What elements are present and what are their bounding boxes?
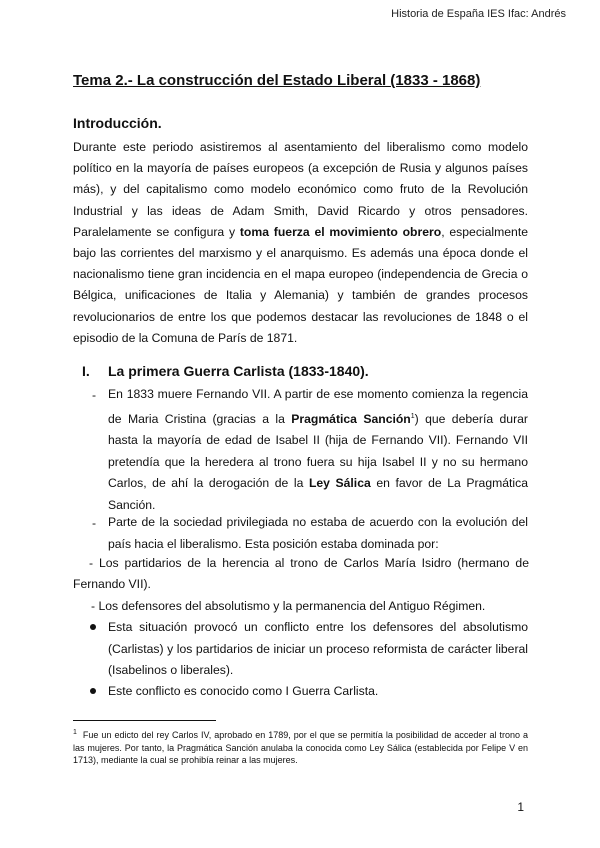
intro-heading: Introducción. <box>73 115 162 131</box>
intro-bold-phrase: toma fuerza el movimiento obrero <box>239 224 442 239</box>
sub-line-absolutismo: - Los defensores del absolutismo y la permanencia del Antiguo Régimen. <box>91 599 486 613</box>
item1-bold-ley-salica: Ley Sálica <box>308 476 371 491</box>
intro-text-2: , especialmente bajo las corrientes del marxismo y el anarquismo. Es además una época donde el nacionalismo tiene gran incidencia en el mapa europeo (independencia de Grecia o Bélgica, unificaciones de Italia y Alemania) y también de grandes procesos revolucionarios de entre los que podemos destacar las revoluciones de 1848 o el episodio de la Comuna de París de 1871. <box>73 224 528 345</box>
sub-line-carlistas-cont: Fernando VII). <box>73 577 151 591</box>
dash-marker-2: - <box>92 516 97 530</box>
section-heading <box>82 363 369 379</box>
bullet-item-2: Este conflicto es conocido como I Guerra Carlista. <box>108 684 379 698</box>
item1-text-b: ) que debería durar hasta la mayoría de edad de Isabel II (hija de Fernando VII). Fernando VII pretendía que la heredera al trono fuera su hija Isabel II y no su hermano Carlos, de ahí la derogación de la <box>108 411 528 491</box>
sub-line-carlistas: - Los partidarios de la herencia al trono de Carlos María Isidro (hermano de <box>89 556 529 570</box>
bullet-icon <box>90 688 96 694</box>
footnote-divider <box>73 720 216 721</box>
footnote <box>73 727 528 767</box>
list-item-1 <box>108 384 528 516</box>
bullet-icon <box>90 624 96 630</box>
item1-text-c: en favor de La Pragmática Sanción. <box>108 476 529 512</box>
bullet-item-1: Esta situación provocó un conflicto entre los defensores del absolutismo (Carlistas) y los partidarios de iniciar un proceso reformista de carácter liberal (Isabelinos o liberales). <box>108 620 528 677</box>
dash-marker-1: - <box>92 388 97 402</box>
document-title: Tema 2.- La construcción del Estado Liberal (1833 - 1868) <box>73 72 481 89</box>
list-item-2: Parte de la sociedad privilegiada no estaba de acuerdo con la evolución del país hacia el liberalismo. Esta posición estaba dominada por: <box>108 515 528 551</box>
section-title: La primera Guerra Carlista (1833-1840). <box>108 363 369 379</box>
intro-text-1: Durante este periodo asistiremos al asentamiento del liberalismo como modelo político en la mayoría de países europeos (a excepción de Rusia y algunos países más), y del capitalismo como modelo económico como fruto de la Revolución Industrial y las ideas de Adam Smith, David Ricardo y otros pensadores. Paralelamente se configura y <box>73 140 528 239</box>
item1-bold-pragmatica: Pragmática Sanción <box>291 411 411 426</box>
page-header: Historia de España IES Ifac: Andrés <box>391 8 566 20</box>
section-number: I. <box>82 363 90 379</box>
intro-paragraph <box>73 137 528 349</box>
item1-text-a: En 1833 muere Fernando VII. A partir de ese momento comienza la regencia de Maria Cristina (gracias a la <box>108 387 528 426</box>
page-number: 1 <box>517 800 524 814</box>
footnote-mark: 1 <box>73 729 77 736</box>
footnote-ref: 1 <box>410 412 415 420</box>
footnote-text: Fue un edicto del rey Carlos IV, aprobado en 1789, por el que se permitía la posibilidad de acceder al trono a las mujeres. Por tanto, la Pragmática Sanción anulaba la conocida como Ley Sálica (establecida por Felipe V en 1713), mediante la cual se prohibía reinar a las mujeres. <box>73 730 528 765</box>
